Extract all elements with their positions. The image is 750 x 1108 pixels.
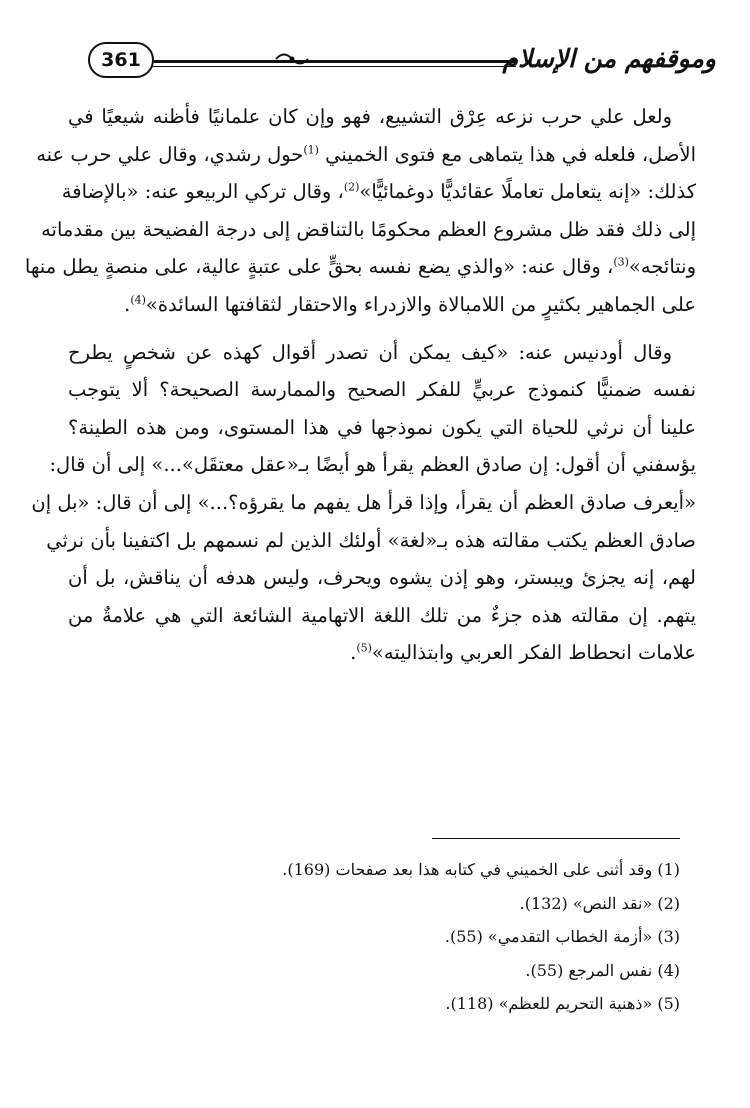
text-line: يتهم. إن مقالته هذه جزءٌ من تلك اللغة الاتهامية الشائعة التي هي علامةٌ من xyxy=(68,603,696,627)
text-line: وقال أودنيس عنه: «كيف يمكن أن تصدر أقوال كهذه عن شخصٍ يطرح xyxy=(68,340,672,364)
text-line: إلى ذلك فقد ظل مشروع العظم محكومًا بالتناقض إلى درجة الفضيحة بين مقدماته xyxy=(41,217,696,241)
footnote-ref: (1) xyxy=(303,143,319,157)
text-line: ونتائجه»$^{(3)}$، وقال عنه: «والذي يضع نفسه بحقٍّ على عتبةٍ عالية، على منصةٍ يطل منها xyxy=(24,255,696,279)
footnote-ref: (3) xyxy=(613,255,629,269)
text-line: علينا أن نرثي للحياة التي يكون نموذجها في هذا المستوى، ومن هذه الطينة؟ xyxy=(68,415,696,439)
footnote: (2) «نقد النص» (132). xyxy=(519,893,680,913)
footnote-ref: (2) xyxy=(343,180,360,194)
text-line: الأصل، فلعله في هذا يتماهى مع فتوى الخميني $^{(1)}$حول رشدي، وقال علي حرب عنه xyxy=(36,142,696,166)
text-line: يؤسفني أن أقول: إن صادق العظم يقرأ هو أيضًا بـ«عقل معتقَل»...» إلى أن قال: xyxy=(49,453,696,477)
header-rule xyxy=(152,60,516,63)
main-text xyxy=(24,98,696,672)
ornament-icon xyxy=(274,50,310,68)
text-line: كذلك: «إنه يتعامل تعاملًا عقائديًّا دوغمائيًّا»$^{(2)}$، وقال تركي الربيعو عنه: «بالإضافة xyxy=(61,180,696,204)
footnote: (5) «ذهنية التحريم للعظم» (118). xyxy=(445,994,680,1013)
text-line: علامات انحطاط الفكر العربي وابتذاليته»$^{(5)}$. xyxy=(350,641,696,665)
text-line: نفسه ضمنيًّا كنموذج عربيٍّ للفكر الصحيح والممارسة الصحيحة؟ ألا يتوجب xyxy=(68,378,696,402)
footnote-ref: (4) xyxy=(130,293,146,307)
paragraph-1 xyxy=(24,98,696,324)
text-line: لهم، إنه يجزئ ويبستر، وهو إذن يشوه ويحرف، وليس هدفه أن يناقش، بل أن xyxy=(68,566,696,590)
footnote-ref: (5) xyxy=(356,641,372,655)
footnote: (3) «أزمة الخطاب التقدمي» (55). xyxy=(444,927,680,946)
running-title: وموقفهم من الإسلام xyxy=(502,44,716,73)
text-line: «أيعرف صادق العظم أن يقرأ، وإذا قرأ هل يفهم ما يقرؤه؟...» إلى أن قال: «بل إن xyxy=(31,490,696,514)
text-line: على الجماهير بكثيرٍ من اللامبالاة والازدراء والاحتقار لثقافتها السائدة»$^{(4)}$. xyxy=(124,292,696,316)
footnote: (4) نفس المرجع (55). xyxy=(525,960,680,980)
text-line: صادق العظم يكتب مقالته هذه بـ«لغة» أولئك الذين لم نسمهم بل اكتفينا بأن نرثي xyxy=(46,528,696,552)
running-header xyxy=(88,40,716,84)
paragraph-2 xyxy=(31,334,696,672)
text-line: ولعل علي حرب نزعه عِرْق التشييع، فهو وإن كان علمانيًا فأظنه شيعيًا في xyxy=(68,105,672,128)
footnote-separator xyxy=(432,838,680,839)
page-number: 361 xyxy=(88,42,154,78)
footnote: (1) وقد أثنى على الخميني في كتابه هذا بعد صفحات (169). xyxy=(282,860,680,879)
footnotes xyxy=(60,853,680,1021)
